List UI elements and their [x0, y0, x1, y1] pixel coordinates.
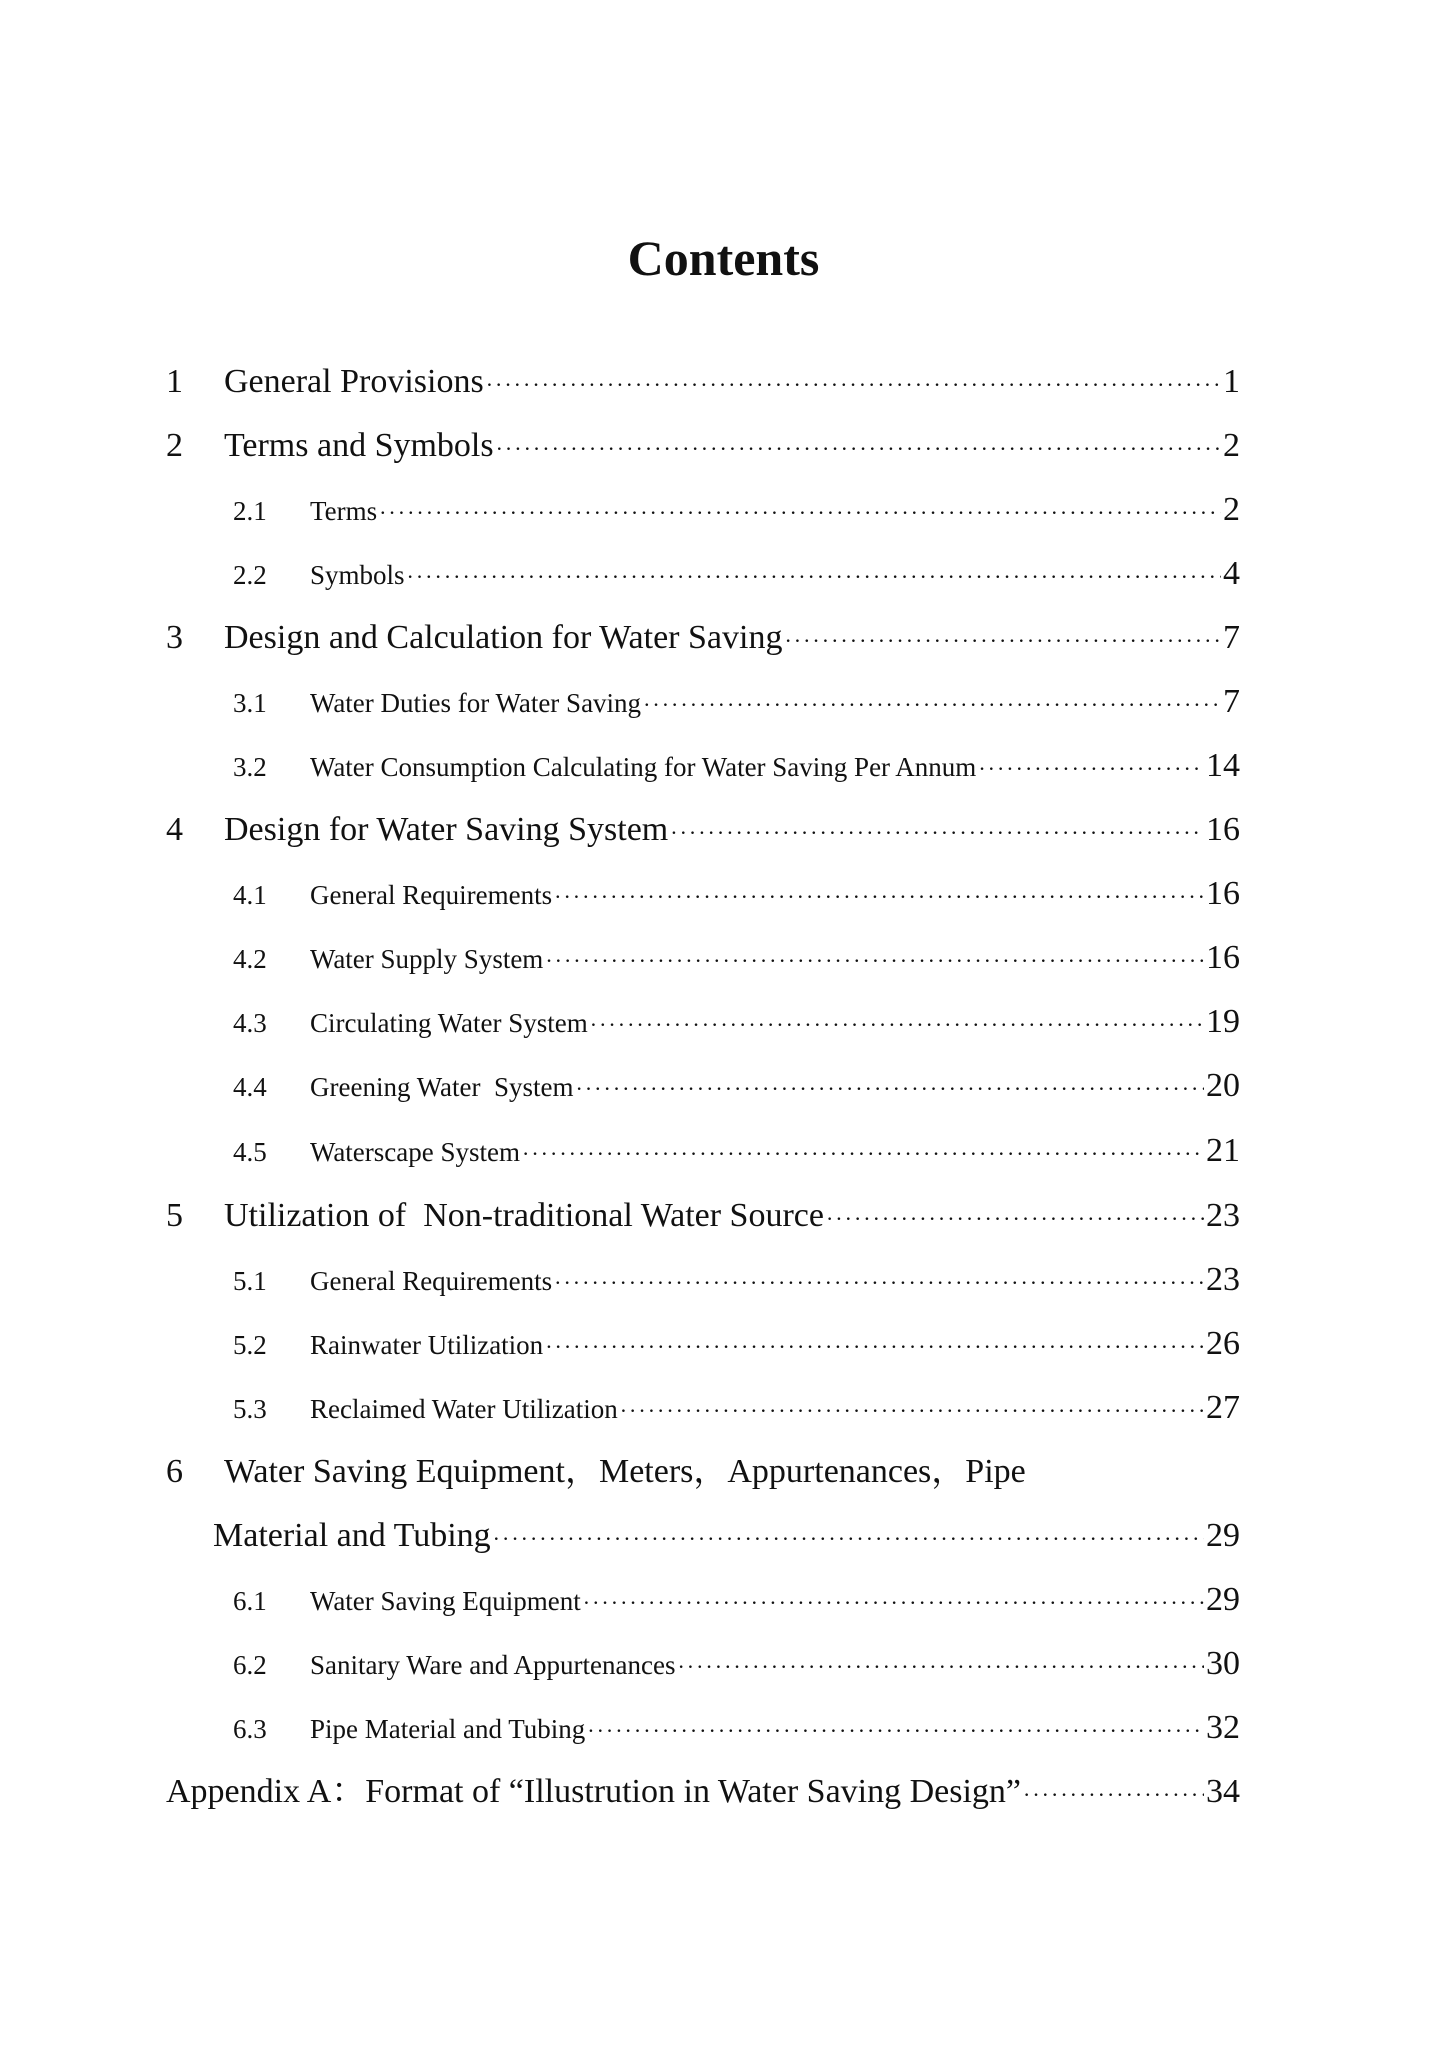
toc-entry-page: 14 [1206, 747, 1240, 784]
dot-leader [583, 1585, 1204, 1621]
toc-entry-6[interactable] [166, 1452, 1240, 1492]
dot-leader [784, 621, 1221, 661]
toc-entry-1[interactable] [166, 362, 1240, 405]
toc-entry-title: Utilization of Non-traditional Water Source [224, 1197, 824, 1234]
toc-entry-title: Water Saving Equipment，Meters，Appurtenances，Pipe [224, 1453, 1026, 1490]
toc-entry-number: 3.1 [233, 688, 267, 718]
toc-entry-number: 6.2 [233, 1650, 267, 1680]
dot-leader [670, 813, 1204, 853]
toc-entry-title: Design and Calculation for Water Saving [224, 619, 783, 656]
toc-entry-title: Rainwater Utilization [310, 1330, 544, 1360]
toc-entry-page: 23 [1206, 1261, 1240, 1298]
dot-leader [407, 559, 1221, 595]
toc-entry-title: Water Consumption Calculating for Water Saving Per Annum [310, 752, 977, 782]
toc-entry-page: 20 [1206, 1067, 1240, 1104]
toc-entry-page: 2 [1223, 427, 1240, 464]
toc-entry-title: Design for Water Saving System [224, 811, 669, 848]
toc-entry-number: 4 [166, 811, 183, 848]
toc-entry-title: Terms [310, 496, 378, 526]
toc-entry-4-4[interactable] [233, 1068, 1240, 1107]
dot-leader [554, 1265, 1204, 1301]
toc-entry-title: Waterscape System [310, 1137, 521, 1167]
toc-entry-number: 6.3 [233, 1714, 267, 1744]
toc-entry-number: 4.4 [233, 1072, 267, 1102]
toc-entry-number: 3 [166, 619, 183, 656]
dot-leader [576, 1071, 1204, 1107]
toc-entry-page: 16 [1206, 811, 1240, 848]
toc-entry-number: 2.2 [233, 560, 267, 590]
toc-entry-title: General Requirements [310, 880, 553, 910]
toc-entry-page: 1 [1223, 363, 1240, 400]
toc-entry-number: 5 [166, 1197, 183, 1234]
toc-entry-title: Symbols [310, 560, 405, 590]
toc-entry-page: 4 [1223, 555, 1240, 592]
toc-entry-title: Reclaimed Water Utilization [310, 1394, 618, 1424]
toc-entry-title: Appendix A：Format of “Illustrution in Water Saving Design” [166, 1773, 1022, 1810]
toc-entry-number: 4.1 [233, 880, 267, 910]
dot-leader [978, 751, 1204, 787]
toc-entry-title: Water Supply System [310, 944, 544, 974]
toc-entry-number: 6.1 [233, 1586, 267, 1616]
dot-leader [496, 429, 1221, 469]
toc-entry-page: 26 [1206, 1325, 1240, 1362]
toc-entry-5-1[interactable] [233, 1262, 1240, 1301]
toc-entry-6-continued[interactable] [213, 1516, 1240, 1559]
toc-entry-3-1[interactable] [233, 684, 1240, 723]
toc-entry-3-2[interactable] [233, 748, 1240, 787]
page-title: Contents [627, 230, 820, 286]
toc-entry-page: 19 [1206, 1003, 1240, 1040]
toc-entry-4-5[interactable] [233, 1133, 1240, 1172]
toc-entry-page: 7 [1223, 619, 1240, 656]
toc-entry-6-3[interactable] [233, 1710, 1240, 1749]
toc-entry-number: 4.2 [233, 944, 267, 974]
toc-entry-title: Material and Tubing [213, 1517, 491, 1554]
toc-entry-title: General Provisions [224, 363, 484, 400]
toc-entry-title: General Requirements [310, 1266, 553, 1296]
dot-leader [677, 1649, 1204, 1685]
toc-entry-number: 4.3 [233, 1008, 267, 1038]
dot-leader [554, 879, 1204, 915]
toc-entry-page: 29 [1206, 1581, 1240, 1618]
toc-entry-page: 30 [1206, 1645, 1240, 1682]
toc-entry-number: 1 [166, 363, 183, 400]
toc-entry-2-2[interactable] [233, 556, 1240, 595]
toc-entry-number: 6 [166, 1453, 183, 1490]
toc-entry-number: 5.1 [233, 1266, 267, 1296]
dot-leader [826, 1199, 1204, 1239]
toc-entry-number: 2 [166, 427, 183, 464]
dot-leader [1023, 1775, 1204, 1815]
dot-leader [590, 1007, 1204, 1043]
toc-entry-4[interactable] [166, 810, 1240, 853]
toc-entry-3[interactable] [166, 618, 1240, 661]
toc-entry-page: 23 [1206, 1197, 1240, 1234]
toc-entry-page: 29 [1206, 1517, 1240, 1554]
toc-entry-title: Water Saving Equipment [310, 1586, 581, 1616]
toc-entry-6-1[interactable] [233, 1582, 1240, 1621]
toc-entry-page: 27 [1206, 1389, 1240, 1426]
toc-entry-title: Water Duties for Water Saving [310, 688, 642, 718]
toc-entry-page: 2 [1223, 491, 1240, 528]
dot-leader [486, 365, 1221, 405]
dot-leader [620, 1393, 1204, 1429]
toc-entry-page: 32 [1206, 1709, 1240, 1746]
dot-leader [379, 495, 1221, 531]
toc-entry-title: Circulating Water System [310, 1008, 588, 1038]
toc-entry-5[interactable] [166, 1196, 1240, 1239]
toc-entry-title: Terms and Symbols [224, 427, 494, 464]
toc-entry-5-2[interactable] [233, 1326, 1240, 1365]
toc-entry-appendix-a[interactable] [166, 1772, 1240, 1815]
toc-entry-page: 16 [1206, 875, 1240, 912]
toc-entry-4-1[interactable] [233, 876, 1240, 915]
toc-entry-number: 2.1 [233, 496, 267, 526]
dot-leader [643, 687, 1221, 723]
toc-entry-page: 7 [1223, 683, 1240, 720]
toc-entry-number: 4.5 [233, 1137, 267, 1167]
toc-entry-page: 21 [1206, 1132, 1240, 1169]
dot-leader [587, 1713, 1204, 1749]
toc-entry-page: 16 [1206, 939, 1240, 976]
toc-entry-number: 3.2 [233, 752, 267, 782]
dot-leader [522, 1136, 1204, 1172]
dot-leader [545, 943, 1204, 979]
toc-entry-6-2[interactable] [233, 1646, 1240, 1685]
toc-entry-title: Greening Water System [310, 1072, 574, 1102]
toc-entry-number: 5.2 [233, 1330, 267, 1360]
toc-entry-4-3[interactable] [233, 1004, 1240, 1043]
toc-entry-5-3[interactable] [233, 1390, 1240, 1429]
toc-entry-title: Sanitary Ware and Appurtenances [310, 1650, 676, 1680]
dot-leader [545, 1329, 1204, 1365]
toc-entry-number: 5.3 [233, 1394, 267, 1424]
toc-entry-2[interactable] [166, 426, 1240, 469]
toc-entry-4-2[interactable] [233, 940, 1240, 979]
toc-entry-page: 34 [1206, 1773, 1240, 1810]
dot-leader [493, 1519, 1204, 1559]
toc-entry-title: Pipe Material and Tubing [310, 1714, 586, 1744]
toc-entry-2-1[interactable] [233, 492, 1240, 531]
